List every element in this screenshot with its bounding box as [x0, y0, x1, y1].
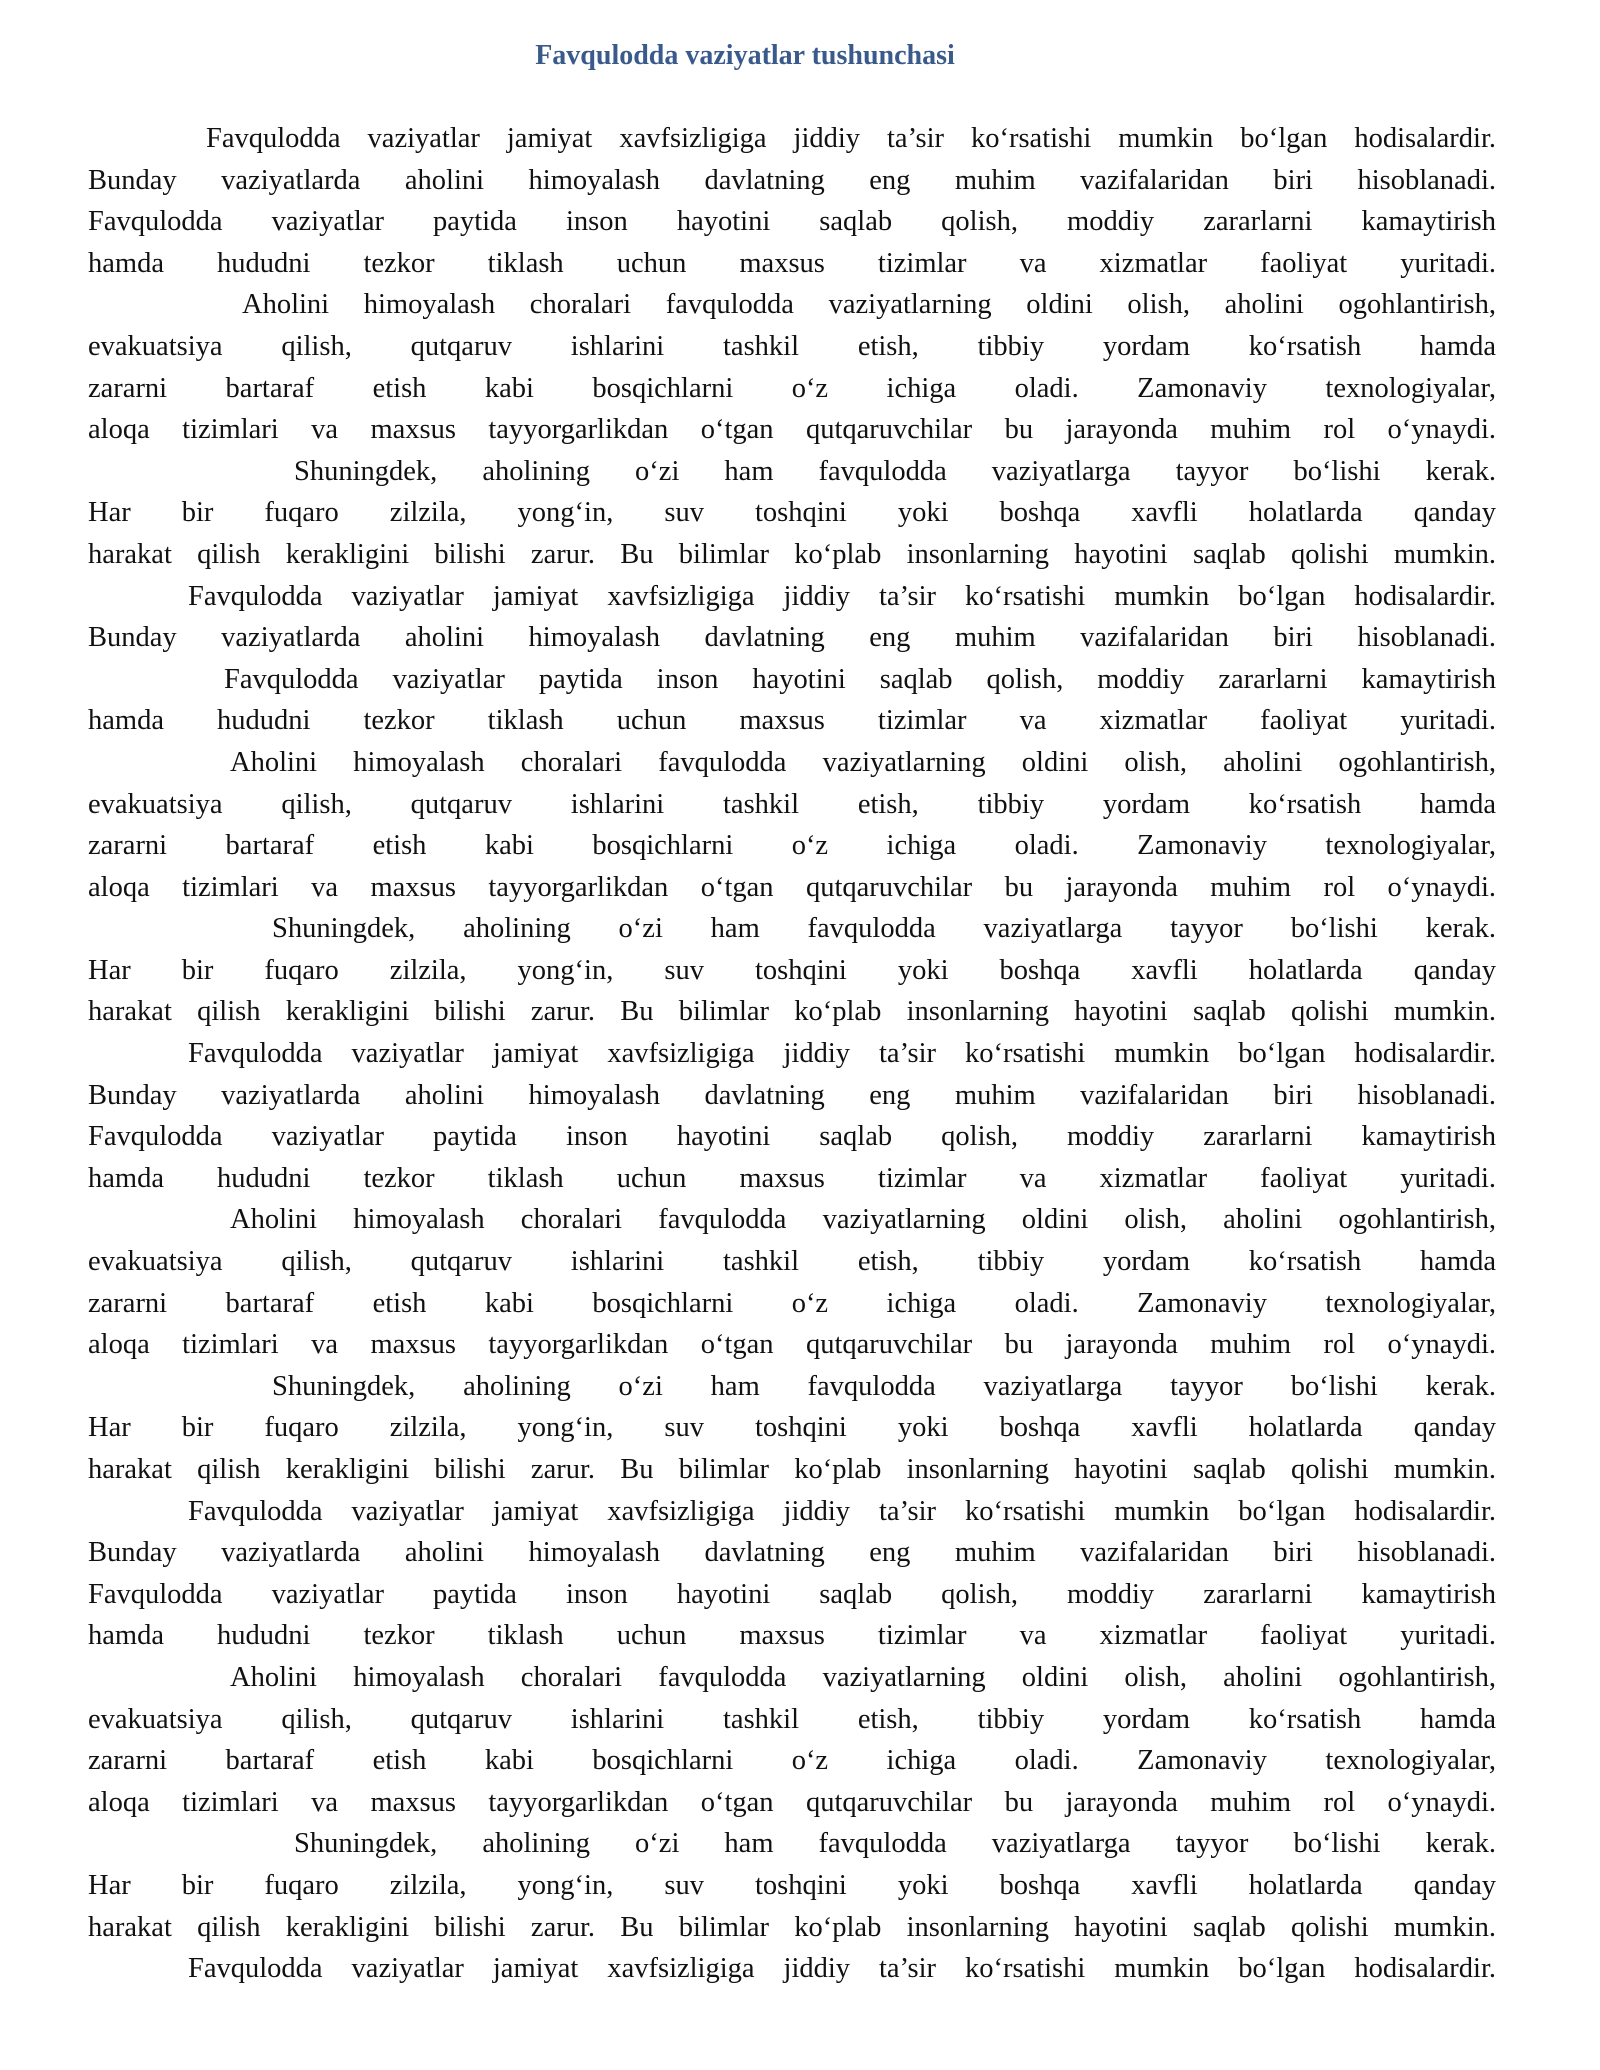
text-line-content: Har bir fuqaro zilzila, yong‘in, suv toshqini yoki boshqa xavfli holatlarda qanday: [88, 954, 1496, 986]
text-line: [88, 1199, 1496, 1241]
text-line: [88, 991, 1496, 1033]
text-line: [88, 492, 1496, 534]
text-line-content: evakuatsiya qilish, qutqaruv ishlarini tashkil etish, tibbiy yordam ko‘rsatish hamda: [88, 1703, 1496, 1735]
text-line-content: Shuningdek, aholining o‘zi ham favqulodda vaziyatlarga tayyor bo‘lishi kerak.: [272, 913, 1496, 945]
text-line-content: evakuatsiya qilish, qutqaruv ishlarini tashkil etish, tibbiy yordam ko‘rsatish hamda: [88, 788, 1496, 820]
text-line: [88, 201, 1496, 243]
text-line: [88, 659, 1496, 701]
text-line: [88, 1407, 1496, 1449]
text-line-content: Shuningdek, aholining o‘zi ham favqulodda vaziyatlarga tayyor bo‘lishi kerak.: [294, 1828, 1496, 1860]
text-line: [88, 1158, 1496, 1200]
text-line: [88, 742, 1496, 784]
text-line-content: Bunday vaziyatlarda aholini himoyalash davlatning eng muhim vazifalaridan biri hisoblanadi.: [88, 164, 1496, 196]
text-line: [88, 1033, 1496, 1075]
text-line-content: Aholini himoyalash choralari favqulodda vaziyatlarning oldini olish, aholini ogohlantirish,: [230, 1204, 1496, 1236]
text-line-content: aloqa tizimlari va maxsus tayyorgarlikdan o‘tgan qutqaruvchilar bu jarayonda muhim rol o‘ynaydi.: [88, 1329, 1496, 1361]
text-line-content: Favqulodda vaziyatlar paytida inson hayotini saqlab qolish, moddiy zararlarni kamaytirish: [88, 1121, 1496, 1153]
text-line: [88, 867, 1496, 909]
text-line-content: Aholini himoyalash choralari favqulodda vaziyatlarning oldini olish, aholini ogohlantirish,: [230, 746, 1496, 778]
text-line: [88, 409, 1496, 451]
text-line-content: hamda hududni tezkor tiklash uchun maxsus tizimlar va xizmatlar faoliyat yuritadi.: [88, 1162, 1496, 1194]
text-line-content: aloqa tizimlari va maxsus tayyorgarlikdan o‘tgan qutqaruvchilar bu jarayonda muhim rol o‘ynaydi.: [88, 1786, 1496, 1818]
text-line: [88, 534, 1496, 576]
text-line-content: Favqulodda vaziyatlar jamiyat xavfsizligiga jiddiy ta’sir ko‘rsatishi mumkin bo‘lgan hodisalardir.: [188, 1038, 1496, 1070]
text-line: [88, 451, 1496, 493]
text-line: [88, 1782, 1496, 1824]
text-line: [88, 1366, 1496, 1408]
text-line-content: Har bir fuqaro zilzila, yong‘in, suv toshqini yoki boshqa xavfli holatlarda qanday: [88, 1412, 1496, 1444]
text-line-content: zararni bartaraf etish kabi bosqichlarni o‘z ichiga oladi. Zamonaviy texnologiyalar,: [88, 1745, 1496, 1777]
text-line-content: Shuningdek, aholining o‘zi ham favqulodda vaziyatlarga tayyor bo‘lishi kerak.: [294, 455, 1496, 487]
text-line: [88, 1907, 1496, 1949]
text-line-content: evakuatsiya qilish, qutqaruv ishlarini tashkil etish, tibbiy yordam ko‘rsatish hamda: [88, 330, 1496, 362]
text-line: [88, 1449, 1496, 1491]
text-line-content: Favqulodda vaziyatlar paytida inson hayotini saqlab qolish, moddiy zararlarni kamaytirish: [88, 1578, 1496, 1610]
text-line: [88, 1865, 1496, 1907]
text-line: [88, 1283, 1496, 1325]
text-line-content: hamda hududni tezkor tiklash uchun maxsus tizimlar va xizmatlar faoliyat yuritadi.: [88, 247, 1496, 279]
text-line: [88, 1615, 1496, 1657]
text-line: [88, 1740, 1496, 1782]
text-line-content: hamda hududni tezkor tiklash uchun maxsus tizimlar va xizmatlar faoliyat yuritadi.: [88, 1620, 1496, 1652]
text-line-content: Favqulodda vaziyatlar jamiyat xavfsizligiga jiddiy ta’sir ko‘rsatishi mumkin bo‘lgan hodisalardir.: [188, 1495, 1496, 1527]
text-line: [88, 950, 1496, 992]
text-line: [88, 908, 1496, 950]
text-line-content: harakat qilish kerakligini bilishi zarur. Bu bilimlar ko‘plab insonlarning hayotini saqlab qolishi mumkin.: [88, 1454, 1496, 1485]
text-line-content: Bunday vaziyatlarda aholini himoyalash davlatning eng muhim vazifalaridan biri hisoblanadi.: [88, 1079, 1496, 1111]
text-line: [88, 1948, 1496, 1990]
text-line-content: aloqa tizimlari va maxsus tayyorgarlikdan o‘tgan qutqaruvchilar bu jarayonda muhim rol o‘ynaydi.: [88, 871, 1496, 903]
text-line: [88, 700, 1496, 742]
text-line: [88, 160, 1496, 202]
text-line: [88, 118, 1496, 160]
text-line: [88, 1532, 1496, 1574]
text-line: [88, 1075, 1496, 1117]
text-line-content: evakuatsiya qilish, qutqaruv ishlarini tashkil etish, tibbiy yordam ko‘rsatish hamda: [88, 1246, 1496, 1278]
text-line-content: Favqulodda vaziyatlar paytida inson hayotini saqlab qolish, moddiy zararlarni kamaytirish: [88, 206, 1496, 238]
text-line-content: Bunday vaziyatlarda aholini himoyalash davlatning eng muhim vazifalaridan biri hisoblanadi.: [88, 1537, 1496, 1569]
text-line-content: Shuningdek, aholining o‘zi ham favqulodda vaziyatlarga tayyor bo‘lishi kerak.: [272, 1370, 1496, 1402]
text-line-content: Har bir fuqaro zilzila, yong‘in, suv toshqini yoki boshqa xavfli holatlarda qanday: [88, 1869, 1496, 1901]
text-line: [88, 825, 1496, 867]
document-body: [88, 118, 1496, 1990]
text-line: [88, 1324, 1496, 1366]
text-line-content: Har bir fuqaro zilzila, yong‘in, suv toshqini yoki boshqa xavfli holatlarda qanday: [88, 497, 1496, 529]
text-line-content: zararni bartaraf etish kabi bosqichlarni o‘z ichiga oladi. Zamonaviy texnologiyalar,: [88, 1287, 1496, 1319]
text-line-content: zararni bartaraf etish kabi bosqichlarni o‘z ichiga oladi. Zamonaviy texnologiyalar,: [88, 830, 1496, 862]
text-line-content: zararni bartaraf etish kabi bosqichlarni o‘z ichiga oladi. Zamonaviy texnologiyalar,: [88, 372, 1496, 404]
text-line: [88, 784, 1496, 826]
text-line: [88, 1823, 1496, 1865]
text-line: [88, 1699, 1496, 1741]
text-line: [88, 243, 1496, 285]
text-line: [88, 617, 1496, 659]
document-title: Favqulodda vaziyatlar tushunchasi: [535, 40, 955, 71]
text-line-content: aloqa tizimlari va maxsus tayyorgarlikdan o‘tgan qutqaruvchilar bu jarayonda muhim rol o‘ynaydi.: [88, 414, 1496, 446]
text-line: [88, 576, 1496, 618]
text-line-content: Favqulodda vaziyatlar jamiyat xavfsizligiga jiddiy ta’sir ko‘rsatishi mumkin bo‘lgan hodisalardir.: [188, 1953, 1496, 1985]
text-line: [88, 1241, 1496, 1283]
text-line: [88, 326, 1496, 368]
text-line-content: Favqulodda vaziyatlar paytida inson hayotini saqlab qolish, moddiy zararlarni kamaytirish: [224, 663, 1496, 695]
text-line-content: Favqulodda vaziyatlar jamiyat xavfsizligiga jiddiy ta’sir ko‘rsatishi mumkin bo‘lgan hodisalardir.: [188, 580, 1496, 612]
text-line: [88, 368, 1496, 410]
text-line-content: hamda hududni tezkor tiklash uchun maxsus tizimlar va xizmatlar faoliyat yuritadi.: [88, 705, 1496, 737]
text-line: [88, 1116, 1496, 1158]
text-line-content: Bunday vaziyatlarda aholini himoyalash davlatning eng muhim vazifalaridan biri hisoblanadi.: [88, 622, 1496, 654]
text-line-content: Aholini himoyalash choralari favqulodda vaziyatlarning oldini olish, aholini ogohlantirish,: [242, 289, 1496, 321]
text-line: [88, 1657, 1496, 1699]
text-line-content: harakat qilish kerakligini bilishi zarur. Bu bilimlar ko‘plab insonlarning hayotini saqlab qolishi mumkin.: [88, 538, 1496, 570]
text-line-content: Favqulodda vaziyatlar jamiyat xavfsizligiga jiddiy ta’sir ko‘rsatishi mumkin bo‘lgan hodisalardir.: [206, 123, 1496, 154]
text-line: [88, 1574, 1496, 1616]
text-line-content: Aholini himoyalash choralari favqulodda vaziyatlarning oldini olish, aholini ogohlantirish,: [230, 1661, 1496, 1693]
text-line-content: harakat qilish kerakligini bilishi zarur. Bu bilimlar ko‘plab insonlarning hayotini saqlab qolishi mumkin.: [88, 1911, 1496, 1943]
text-line: [88, 284, 1496, 326]
text-line: [88, 1491, 1496, 1533]
text-line-content: harakat qilish kerakligini bilishi zarur. Bu bilimlar ko‘plab insonlarning hayotini saqlab qolishi mumkin.: [88, 996, 1496, 1028]
